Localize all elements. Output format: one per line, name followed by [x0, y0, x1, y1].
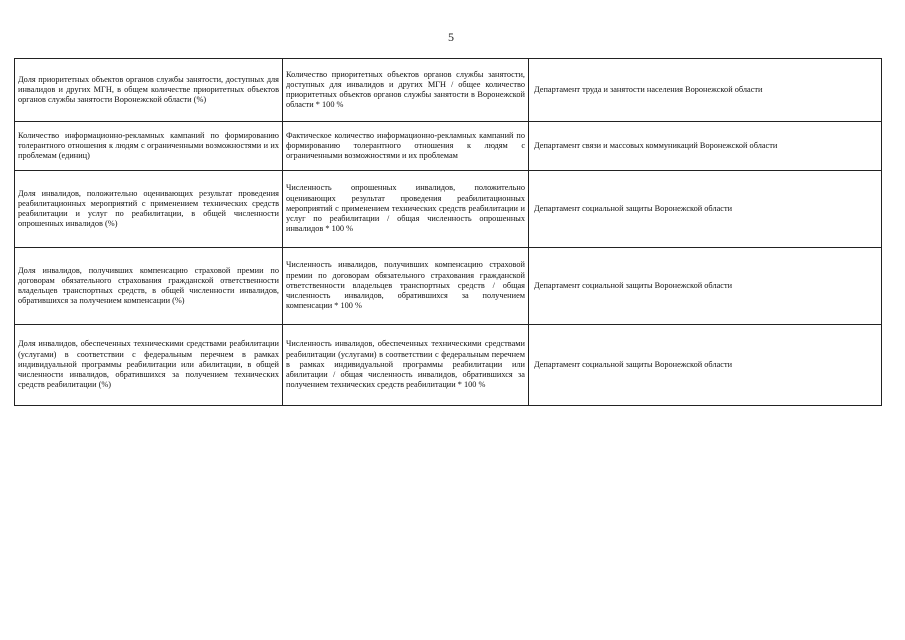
page-number: 5 [448, 30, 454, 44]
table-row [15, 122, 882, 171]
indicator-cell: Количество информационно-рекламных кампаний по формированию толерантного отношения к людям с ограниченными возможностями и их проблемам (единиц) [15, 122, 283, 171]
responsible-cell: Департамент связи и массовых коммуникаций Воронежской области [529, 122, 882, 171]
formula-cell: Фактическое количество информационно-рекламных кампаний по формированию толерантного отношения к людям с ограниченными возможностями и их проблемам [283, 122, 529, 171]
indicator-cell: Доля инвалидов, обеспеченных техническими средствами реабилитации (услугами) в соответствии с федеральным перечнем в рамках индивидуальной программы реабилитации или абилитации, в общей численности инвалидов, обратившихся за получением технических средств реабилитации (%) [15, 325, 283, 406]
formula-cell: Численность инвалидов, обеспеченных техническими средствами реабилитации (услугами) в соответствии с федеральным перечнем в рамках индивидуальной программы реабилитации или абилитации / общая численность инвалидов, обратившихся за получением технических средств реабилитации * 100 % [283, 325, 529, 406]
indicator-cell: Доля инвалидов, положительно оценивающих результат проведения реабилитационных мероприятий с применением технических средств реабилитации и услуг по реабилитации, в общей численности опрошенных инвалидов (%) [15, 171, 283, 248]
responsible-cell: Департамент социальной защиты Воронежской области [529, 171, 882, 248]
indicator-cell: Доля инвалидов, получивших компенсацию страховой премии по договорам обязательного страхования гражданской ответственности владельцев транспортных средств, в общей численности инвалидов, обратившихся за получением компенсации (%) [15, 248, 283, 325]
formula-cell: Количество приоритетных объектов органов службы занятости, доступных для инвалидов и других МГН / общее количество приоритетных объектов органов службы занятости в Воронежской области * 100 % [283, 59, 529, 122]
formula-cell: Численность опрошенных инвалидов, положительно оценивающих результат проведения реабилитационных мероприятий с применением технических средств реабилитации и услуг по реабилитации / общая численность опрошенных инвалидов * 100 % [283, 171, 529, 248]
responsible-cell: Департамент социальной защиты Воронежской области [529, 325, 882, 406]
indicator-cell: Доля приоритетных объектов органов службы занятости, доступных для инвалидов и других МГН, в общем количестве приоритетных объектов органов службы занятости Воронежской области (%) [15, 59, 283, 122]
responsible-cell: Департамент труда и занятости населения Воронежской области [529, 59, 882, 122]
formula-cell: Численность инвалидов, получивших компенсацию страховой премии по договорам обязательного страхования гражданской ответственности владельцев транспортных средств / общая численность инвалидов, обратившихся за получением компенсации * 100 % [283, 248, 529, 325]
table-row [15, 325, 882, 406]
table-row [15, 248, 882, 325]
table-row [15, 171, 882, 248]
table-row [15, 59, 882, 122]
responsible-cell: Департамент социальной защиты Воронежской области [529, 248, 882, 325]
indicators-table [14, 58, 882, 406]
